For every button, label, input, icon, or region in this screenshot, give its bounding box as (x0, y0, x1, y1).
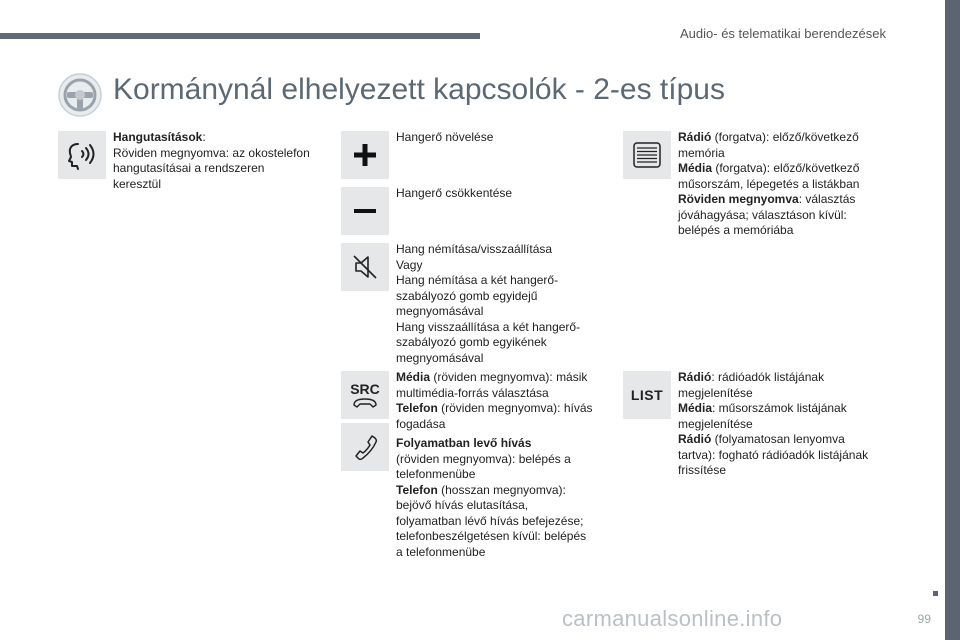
list-l5-bold: Rádió (678, 432, 712, 446)
call-l6: telefonbeszélgetésen kívül: belépés (396, 529, 587, 543)
src-l3-rest: (röviden megnyomva): hívás (437, 401, 593, 415)
wheel-l3-bold: Média (678, 161, 713, 175)
section-header: Audio- és telematikai berendezések (680, 26, 886, 41)
scroll-wheel-icon (623, 131, 671, 179)
mute-line-2: Vagy (396, 257, 423, 272)
list-l5-rest: (folyamatosan lenyomva (711, 432, 845, 446)
list-l7: frissítése (678, 463, 727, 477)
mute-line-7: szabályozó gomb egyikének (396, 335, 547, 349)
wheel-l2: memória (678, 145, 725, 160)
page-number: 99 (917, 612, 931, 626)
voice-command-icon (58, 131, 106, 179)
wheel-l1-bold: Rádió (678, 130, 712, 144)
list-l3-rest: : műsorszámok listájának (712, 401, 847, 415)
src-l1-rest: (röviden megnyomva): másik (430, 370, 588, 384)
call-l5: folyamatban lévő hívás befejezése; (396, 513, 584, 528)
list-l2: megjelenítése (678, 385, 753, 400)
call-l7: a telefonmenübe (396, 544, 486, 559)
mute-icon (341, 243, 389, 291)
list-l1-bold: Rádió (678, 370, 712, 384)
wheel-l7: belépés a memóriába (678, 223, 794, 237)
src-l1-bold: Média (396, 370, 431, 384)
call-heading: Folyamatban levő hívás (396, 436, 532, 450)
wheel-l6: jóváhagyása; választáson kívül: (678, 207, 847, 222)
mute-line-5: megnyomásával (396, 304, 484, 318)
src-icon-label: SRC (350, 381, 380, 397)
handset-icon (351, 397, 379, 409)
page-side-strip (945, 0, 960, 640)
wheel-l1-rest: (forgatva): előző/következő (711, 130, 859, 144)
steering-wheel-icon (57, 72, 103, 118)
list-icon-label: LIST (630, 387, 664, 403)
list-icon (623, 371, 671, 419)
call-l3-rest: (hosszan megnyomva): (437, 482, 566, 497)
watermark: carmanualsonline.info (562, 606, 783, 631)
wheel-description (678, 130, 859, 239)
page-dot-marker (933, 591, 938, 596)
call-l2: telefonmenübe (396, 467, 476, 481)
call-l4: bejövő hívás elutasítása, (396, 498, 529, 512)
wheel-l5-bold: Röviden megnyomva (678, 192, 799, 206)
src-l4: fogadása (396, 416, 446, 431)
voice-line-3: keresztül (113, 176, 162, 191)
call-l3-bold: Telefon (396, 482, 438, 497)
voice-command-description: Hangutasítások: Röviden megnyomva: az okostelefon hangutasításai a rendszeren keresztül (113, 130, 310, 191)
voice-line-2: hangutasításai a rendszeren (113, 161, 265, 175)
list-l4: megjelenítése (678, 416, 753, 431)
page-title: Kormánynál elhelyezett kapcsolók - 2-es típus (113, 73, 725, 106)
src-l2: multimédia-forrás választása (396, 385, 549, 400)
volume-down-description: Hangerő csökkentése (396, 186, 513, 200)
src-phone-icon (341, 371, 389, 419)
mute-line-8: megnyomásával (396, 350, 484, 365)
mute-line-1: Hang némítása/visszaállítása (396, 242, 553, 256)
list-description (678, 370, 868, 479)
header-bar (0, 33, 480, 39)
mute-line-4: szabályozó gomb egyidejű (396, 288, 538, 303)
volume-up-description: Hangerő növelése (396, 130, 494, 144)
mute-line-3: Hang némítása a két hangerő- (396, 273, 559, 287)
voice-heading: Hangutasítások (113, 130, 203, 144)
call-description (396, 436, 586, 560)
list-l3-bold: Média (678, 401, 713, 415)
minus-icon (341, 187, 389, 235)
mute-description (396, 242, 580, 366)
wheel-l5-rest: : választás (798, 192, 856, 206)
wheel-l4: műsorszám, lépegetés a listákban (678, 176, 860, 191)
call-l1: (röviden megnyomva): belépés a (396, 451, 571, 466)
mute-line-6: Hang visszaállítása a két hangerő- (396, 319, 581, 334)
list-l1-rest: : rádióadók listájának (711, 370, 825, 384)
phone-icon (341, 423, 389, 471)
wheel-l3-rest: (forgatva): előző/következő (712, 161, 860, 175)
src-l3-bold: Telefon (396, 401, 438, 415)
plus-icon (341, 131, 389, 179)
voice-line-1: Röviden megnyomva: az okostelefon (113, 145, 310, 160)
list-l6: tartva): fogható rádióadók listájának (678, 447, 869, 462)
src-description (396, 370, 593, 432)
